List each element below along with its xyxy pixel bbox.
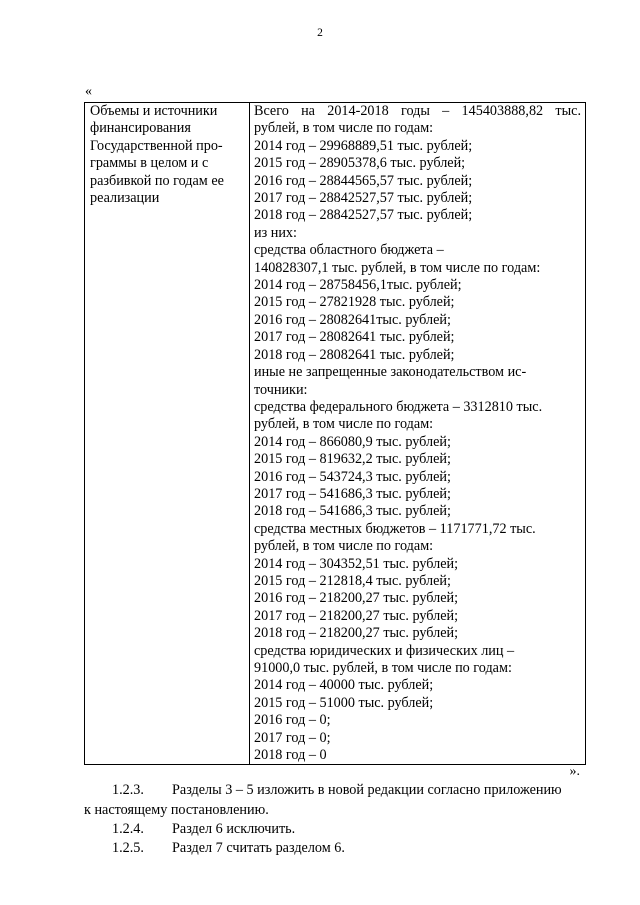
details-line: 2016 год – 28844565,57 тыс. рублей; bbox=[254, 172, 473, 189]
opening-quote-mark: « bbox=[85, 84, 92, 99]
paragraph-number: 1.2.5. bbox=[112, 840, 144, 856]
paragraph-number: 1.2.3. bbox=[112, 782, 144, 798]
label-line: Государственной про- bbox=[90, 137, 223, 154]
paragraph-1-2-3 bbox=[84, 781, 586, 820]
paragraph-text: Разделы 3 – 5 изложить в новой редакции согласно приложению bbox=[172, 782, 562, 798]
label-line: реализации bbox=[90, 190, 160, 207]
paragraph-number: 1.2.4. bbox=[112, 821, 144, 837]
details-line: средства областного бюджета – bbox=[254, 242, 444, 259]
financing-table bbox=[84, 102, 586, 765]
details-line: иные не запрещенные законодательством ис- bbox=[254, 364, 527, 381]
details-line: 2016 год – 0; bbox=[254, 712, 331, 729]
financing-label-cell bbox=[85, 103, 250, 765]
details-line: 2014 год – 29968889,51 тыс. рублей; bbox=[254, 137, 473, 154]
details-line: Всего на 2014-2018 годы – 145403888,82 тыс. bbox=[254, 103, 581, 119]
paragraph-first-line bbox=[84, 781, 586, 801]
details-line: из них: bbox=[254, 224, 297, 241]
details-line: рублей, в том числе по годам: bbox=[254, 120, 434, 137]
financing-details-cell bbox=[250, 103, 586, 765]
details-line: 2016 год – 28082641тыс. рублей; bbox=[254, 311, 451, 328]
details-line: 140828307,1 тыс. рублей, в том числе по годам: bbox=[254, 259, 541, 276]
details-line: рублей, в том числе по годам: bbox=[254, 538, 434, 555]
details-line: 2015 год – 51000 тыс. рублей; bbox=[254, 694, 434, 711]
details-line: 2014 год – 28758456,1тыс. рублей; bbox=[254, 277, 462, 294]
details-line: средства местных бюджетов – 1171771,72 тыс. bbox=[254, 520, 536, 537]
details-line: 2017 год – 28082641 тыс. рублей; bbox=[254, 329, 455, 346]
details-line: 2015 год – 212818,4 тыс. рублей; bbox=[254, 572, 451, 589]
details-line: 2017 год – 541686,3 тыс. рублей; bbox=[254, 485, 451, 502]
details-line: средства федерального бюджета – 3312810 тыс. bbox=[254, 398, 543, 415]
label-line: разбивкой по годам ее bbox=[90, 172, 224, 189]
details-line: 2018 год – 28842527,57 тыс. рублей; bbox=[254, 207, 473, 224]
table-row bbox=[85, 103, 586, 765]
details-line: рублей, в том числе по годам: bbox=[254, 416, 434, 433]
label-line: граммы в целом и с bbox=[90, 155, 209, 172]
details-line: 2015 год – 27821928 тыс. рублей; bbox=[254, 294, 455, 311]
paragraph-continuation: к настоящему постановлению. bbox=[84, 801, 269, 818]
details-line: 2014 год – 40000 тыс. рублей; bbox=[254, 677, 434, 694]
details-line: 91000,0 тыс. рублей, в том числе по годам: bbox=[254, 660, 512, 676]
details-line: 2018 год – 0 bbox=[254, 747, 327, 764]
details-line: 2018 год – 28082641 тыс. рублей; bbox=[254, 346, 455, 363]
details-line: 2017 год – 0; bbox=[254, 729, 331, 746]
details-line: точники: bbox=[254, 381, 308, 398]
closing-quote-mark: ». bbox=[569, 764, 580, 779]
details-line: 2017 год – 218200,27 тыс. рублей; bbox=[254, 607, 459, 624]
details-line: 2014 год – 304352,51 тыс. рублей; bbox=[254, 555, 459, 572]
details-line: 2015 год – 819632,2 тыс. рублей; bbox=[254, 451, 451, 468]
details-line: 2017 год – 28842527,57 тыс. рублей; bbox=[254, 190, 473, 207]
details-line: средства юридических и физических лиц – bbox=[254, 642, 515, 659]
label-line: финансирования bbox=[90, 120, 191, 137]
paragraph-1-2-4 bbox=[84, 820, 586, 840]
label-line: Объемы и источники bbox=[90, 103, 218, 119]
details-line: 2016 год – 543724,3 тыс. рублей; bbox=[254, 468, 451, 485]
details-line: 2015 год – 28905378,6 тыс. рублей; bbox=[254, 155, 466, 172]
page-number: 2 bbox=[317, 27, 323, 39]
paragraph-1-2-5 bbox=[84, 839, 586, 859]
details-line: 2014 год – 866080,9 тыс. рублей; bbox=[254, 433, 451, 450]
details-line: 2018 год – 218200,27 тыс. рублей; bbox=[254, 625, 459, 642]
details-line: 2018 год – 541686,3 тыс. рублей; bbox=[254, 503, 451, 520]
paragraph-text: Раздел 6 исключить. bbox=[172, 821, 296, 837]
paragraph-text: Раздел 7 считать разделом 6. bbox=[172, 840, 345, 856]
details-line: 2016 год – 218200,27 тыс. рублей; bbox=[254, 590, 459, 607]
